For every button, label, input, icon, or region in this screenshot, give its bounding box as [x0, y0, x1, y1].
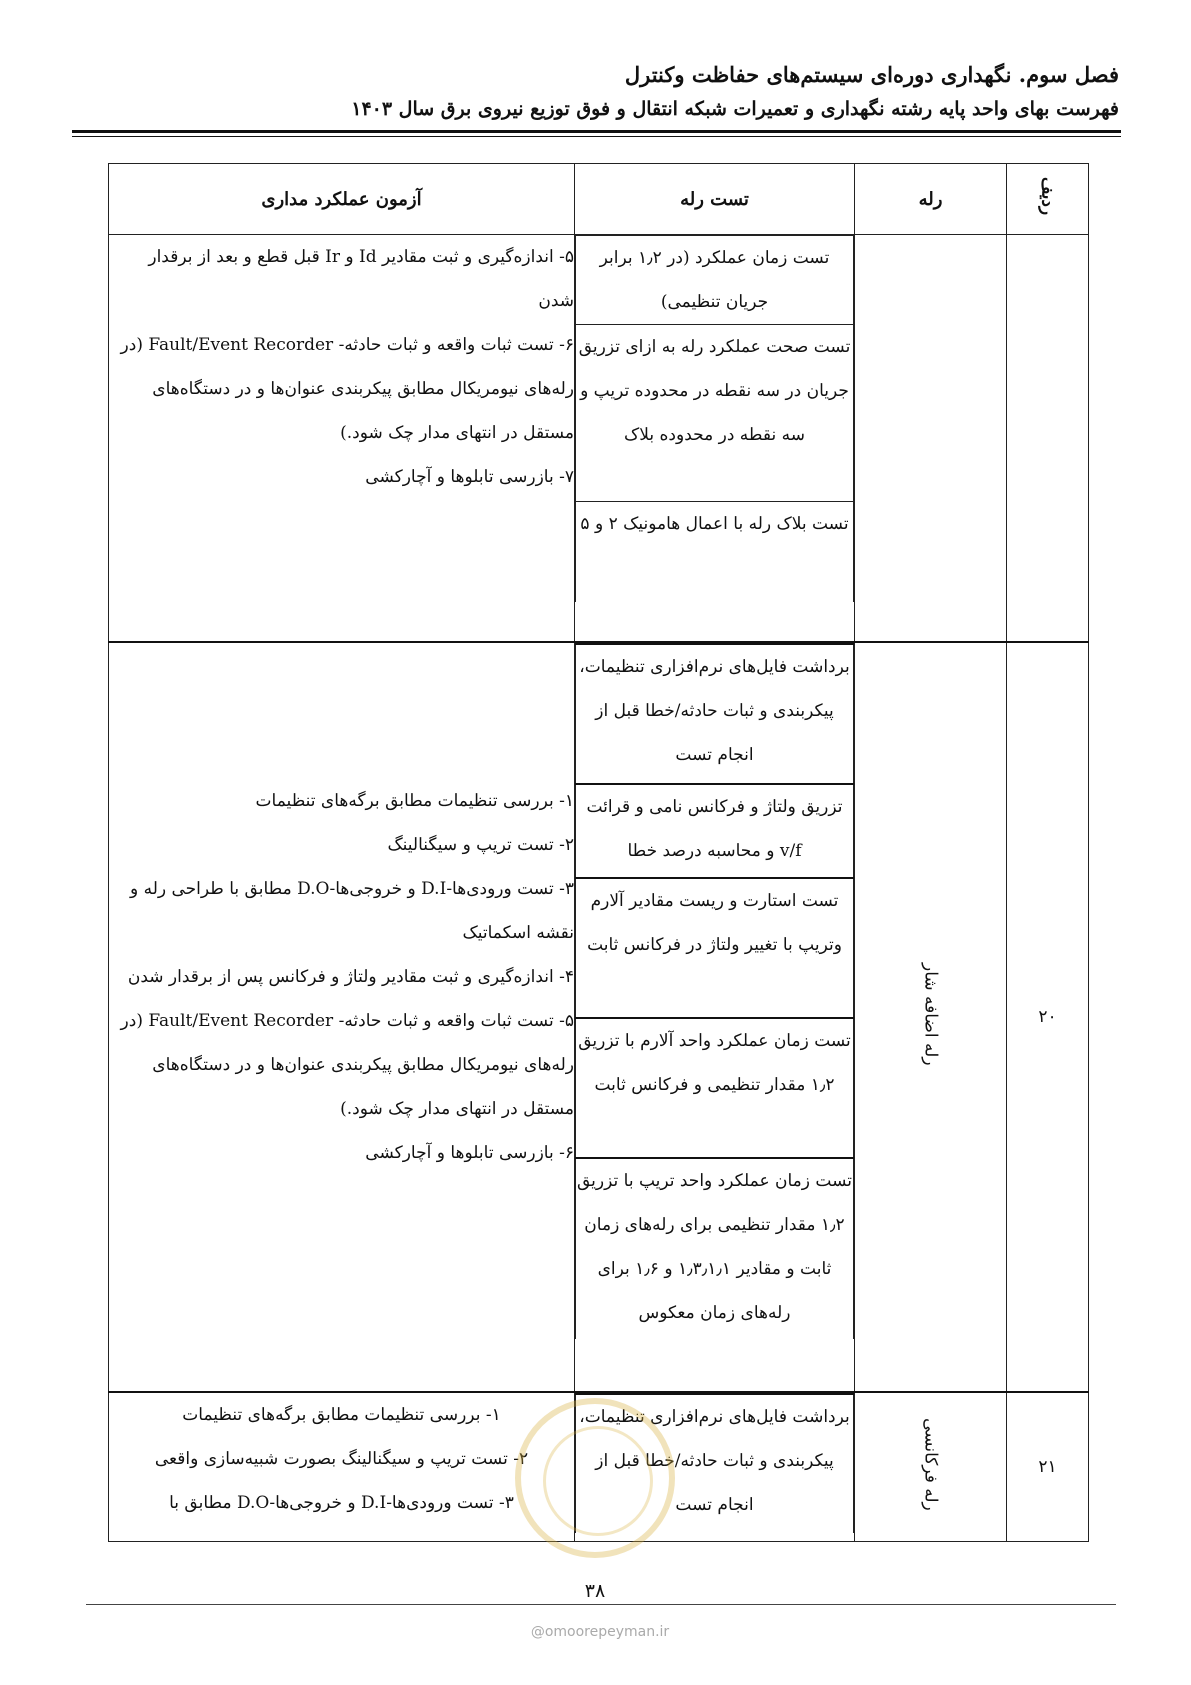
test-item: تست زمان عملکرد (در ۱٫۲ برابر جریان تنظیمی) [576, 236, 854, 325]
document-subtitle: فهرست بهای واحد پایه رشته نگهداری و تعمیرات شبکه انتقال و فوق توزیع نیروی برق سال ۱۴۰۳ [351, 98, 1119, 120]
row-no-cell: ۲۱ [1007, 1392, 1089, 1542]
chapter-title: فصل سوم. نگهداری دوره‌ای سیستم‌های حفاظت وکنترل [624, 62, 1119, 87]
header-relay: رله [855, 164, 1007, 235]
test-item: تست صحت عملکرد رله به ازای تزریق جریان در سه نقطه در محدوده تریپ و سه نقطه در محدوده بلاک [576, 325, 854, 502]
table-row [109, 642, 1089, 1392]
row-func-cell [109, 1392, 575, 1542]
test-item: تست زمان عملکرد واحد آلارم با تزریق ۱٫۲ مقدار تنظیمی و فرکانس ثابت [576, 1018, 854, 1158]
page-number: ۳۸ [584, 1580, 606, 1602]
func-item: ۵- تست ثبات واقعه و ثبات حادثه- Fault/Event Recorder (در رله‌های نیومریکال مطابق پیکربندی عنوان‌ها و در دستگاه‌های مستقل در انتهای مدار چک شود.) [120, 1010, 574, 1119]
func-item: ۶- تست ثبات واقعه و ثبات حادثه- Fault/Event Recorder (در رله‌های نیومریکال مطابق پیکربندی عنوان‌ها و در دستگاه‌های مستقل در انتهای مدار چک شود.) [120, 335, 574, 443]
func-item: ۱- بررسی تنظیمات مطابق برگه‌های تنظیمات [255, 790, 574, 811]
func-item: ۵- اندازه‌گیری و ثبت مقادیر Id و Ir قبل قطع و بعد از برقدار شدن [148, 247, 574, 311]
func-item: ۳- تست ورودی‌ها-D.I و خروجی‌ها-D.O مطابق با طراحی رله و نقشه اسکماتیک [129, 878, 574, 943]
watermark-seal [515, 1398, 675, 1558]
page-header [69, 58, 1119, 126]
row-func-cell [109, 642, 575, 1392]
func-item: ۴- اندازه‌گیری و ثبت مقادیر ولتاژ و فرکانس پس از برقدار شدن [127, 966, 574, 987]
func-item: ۱- بررسی تنظیمات مطابق برگه‌های تنظیمات [182, 1404, 501, 1425]
row-func-cell [109, 235, 575, 642]
row-relay-cell [855, 235, 1007, 642]
test-item: تست زمان عملکرد واحد تریپ با تزریق ۱٫۲ مقدار تنظیمی برای رله‌های زمان ثابت و مقادیر ۱٫۳٫۱٫۱ و ۱٫۶ برای رله‌های زمان معکوس [576, 1158, 854, 1339]
func-item: ۷- بازرسی تابلوها و آچارکشی [365, 467, 574, 487]
func-item: ۳- تست ورودی‌ها-D.I و خروجی‌ها-D.O مطابق با [169, 1492, 514, 1513]
header-func: آزمون عملکرد مداری [109, 164, 575, 235]
table-header-row [109, 164, 1089, 235]
test-item: تزریق ولتاژ و فرکانس نامی و قرائت v/f و محاسبه درصد خطا [576, 784, 854, 878]
header-rule-thin [72, 136, 1121, 137]
row-tests-cell [575, 235, 855, 642]
header-test: تست رله [575, 164, 855, 235]
row-no-cell [1007, 235, 1089, 642]
row-no-cell: ۲۰ [1007, 642, 1089, 1392]
row-relay-cell: رله فرکانسی [855, 1392, 1007, 1542]
test-item: برداشت فایل‌های نرم‌افزاری تنظیمات، پیکربندی و ثبات حادثه/خطا قبل از انجام تست [576, 1394, 854, 1533]
footer-rule [86, 1604, 1116, 1605]
func-item: ۲- تست تریپ و سیگنالینگ بصورت شبیه‌سازی واقعی [154, 1448, 529, 1469]
test-item: تست استارت و ریست مقادیر آلارم وتریپ با تغییر ولتاژ در فرکانس ثابت [576, 878, 854, 1018]
table-row [109, 235, 1089, 642]
site-watermark: @omoorepeyman.ir [530, 1624, 670, 1640]
func-item: ۲- تست تریپ و سیگنالینگ [387, 834, 574, 855]
relay-test-table [108, 163, 1089, 1542]
test-item: تست بلاک رله با اعمال هامونیک ۲ و ۵ [576, 502, 854, 603]
header-rule-thick [72, 130, 1121, 133]
header-no: ردیف [1007, 164, 1089, 235]
func-item: ۶- بازرسی تابلوها و آچارکشی [365, 1142, 574, 1163]
test-item: برداشت فایل‌های نرم‌افزاری تنظیمات، پیکربندی و ثبات حادثه/خطا قبل از انجام تست [576, 644, 854, 784]
row-tests-cell [575, 642, 855, 1392]
row-relay-cell: رله اضافه شار [855, 642, 1007, 1392]
